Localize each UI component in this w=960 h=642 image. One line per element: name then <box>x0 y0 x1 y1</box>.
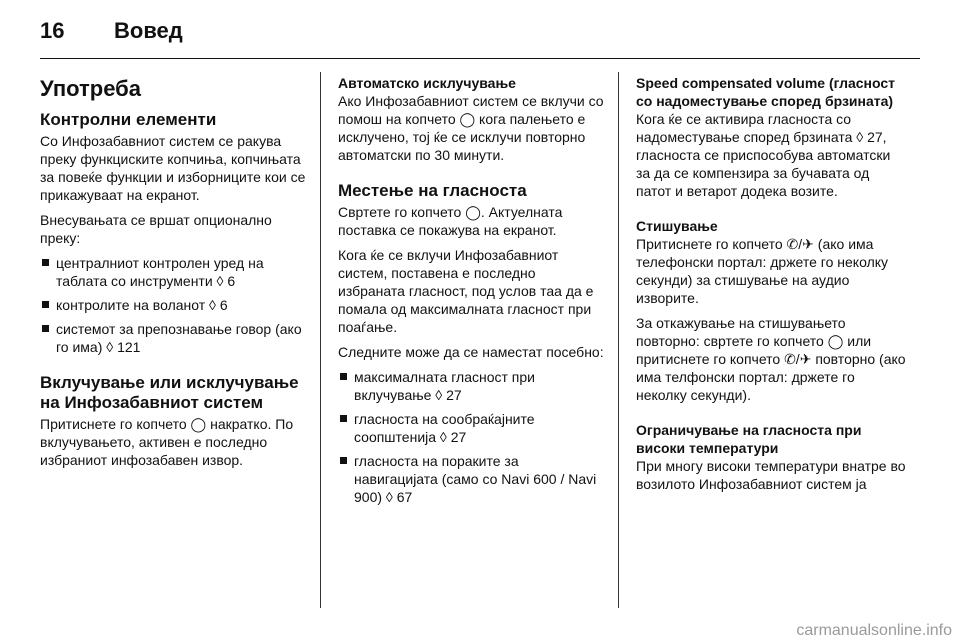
volume-limit-heading: Ограничување на гласноста при високи температури <box>636 422 862 456</box>
list-item <box>40 296 308 314</box>
page-number: 16 <box>40 18 65 43</box>
volume-settings-list <box>338 368 606 506</box>
controls-paragraph-2: Внесувањата се вршат опционално преку: <box>40 212 272 246</box>
page-header <box>40 16 920 56</box>
auto-off-paragraph: Ако Инфозабавниот систем се вклучи со помош на копчето ◯ кога палењето е исклучено, тој ќе се исклучи повторно автоматски по 30 минути. <box>338 93 604 163</box>
column-1 <box>40 74 308 476</box>
header-rule <box>40 58 920 59</box>
list-item <box>338 452 606 506</box>
list-item-text: контролите на воланот ◊ 6 <box>56 297 228 313</box>
list-item-text: гласноста на пораките за навигацијата (само со Navi 600 / Navi 900) ◊ 67 <box>354 453 597 505</box>
column-2 <box>338 74 606 513</box>
list-item-text: централниот контролен уред на таблата со инструменти ◊ 6 <box>56 255 264 289</box>
volume-paragraph-1: Свртете го копчето ◯. Актуелната поставка се покажува на екранот. <box>338 204 563 238</box>
controls-paragraph-1: Со Инфозабавниот систем се ракува преку функциските копчиња, копчињата за повеќе функции и изборниците кои се прикажуваат на екранот. <box>40 133 306 203</box>
volume-paragraph-3: Следните може да се наместат посебно: <box>338 344 604 360</box>
onoff-paragraph: Притиснете го копчето ◯ накратко. По вклучувањето, активен е последно избраниот инфозабавен извор. <box>40 416 294 468</box>
column-divider-2 <box>618 72 619 608</box>
mute-heading: Стишување <box>636 218 718 234</box>
speed-volume-heading: Speed compensated volume (гласност со надоместување според брзината) <box>636 75 896 109</box>
list-item-text: гласноста на сообраќајните соопштенија ◊ 27 <box>354 411 535 445</box>
list-item <box>40 320 308 356</box>
chapter-title: Вовед <box>114 18 183 43</box>
bullet-square-icon <box>42 325 49 332</box>
volume-limit-paragraph: При многу високи температури внатре во возилото Инфозабавниот систем ја <box>636 458 906 492</box>
bullet-square-icon <box>340 457 347 464</box>
list-item <box>338 410 606 446</box>
section-title: Употреба <box>40 76 142 101</box>
bullet-square-icon <box>42 301 49 308</box>
column-3 <box>636 74 906 500</box>
watermark: carmanualsonline.info <box>796 622 952 639</box>
mute-paragraph-2: За откажување на стишувањето повторно: свртете го копчето ◯ или притиснете го копчето ✆/✈ повторно (ако има телфонски портал: држете го неколку секунди). <box>636 315 906 403</box>
bullet-square-icon <box>340 373 347 380</box>
list-item <box>338 368 606 404</box>
auto-off-heading: Автоматско исклучување <box>338 75 516 91</box>
list-item-text: системот за препознавање говор (ако го има) ◊ 121 <box>56 321 302 355</box>
input-methods-list <box>40 254 308 356</box>
controls-heading: Контролни елементи <box>40 110 217 129</box>
list-item <box>40 254 308 290</box>
list-item-text: максималната гласност при вклучување ◊ 27 <box>354 369 535 403</box>
volume-heading: Местење на гласноста <box>338 181 527 200</box>
column-divider-1 <box>320 72 321 608</box>
bullet-square-icon <box>340 415 347 422</box>
onoff-heading: Вклучување или исклучување на Инфозабавниот систем <box>40 373 299 412</box>
bullet-square-icon <box>42 259 49 266</box>
volume-paragraph-2: Кога ќе се вклучи Инфозабавниот систем, поставена е последно избраната гласност, под услов таа да е помала од максималната гласност при поаѓање. <box>338 247 594 335</box>
mute-paragraph-1: Притиснете го копчето ✆/✈ (ако има телефонски портал: држете го неколку секунди) за стишување на аудио изворите. <box>636 236 889 306</box>
speed-volume-paragraph: Кога ќе се активира гласноста со надоместување според брзината ◊ 27, гласноста се приспособува автоматски за да се компензира за бучавата од патот и ветарот додека возите. <box>636 111 891 199</box>
